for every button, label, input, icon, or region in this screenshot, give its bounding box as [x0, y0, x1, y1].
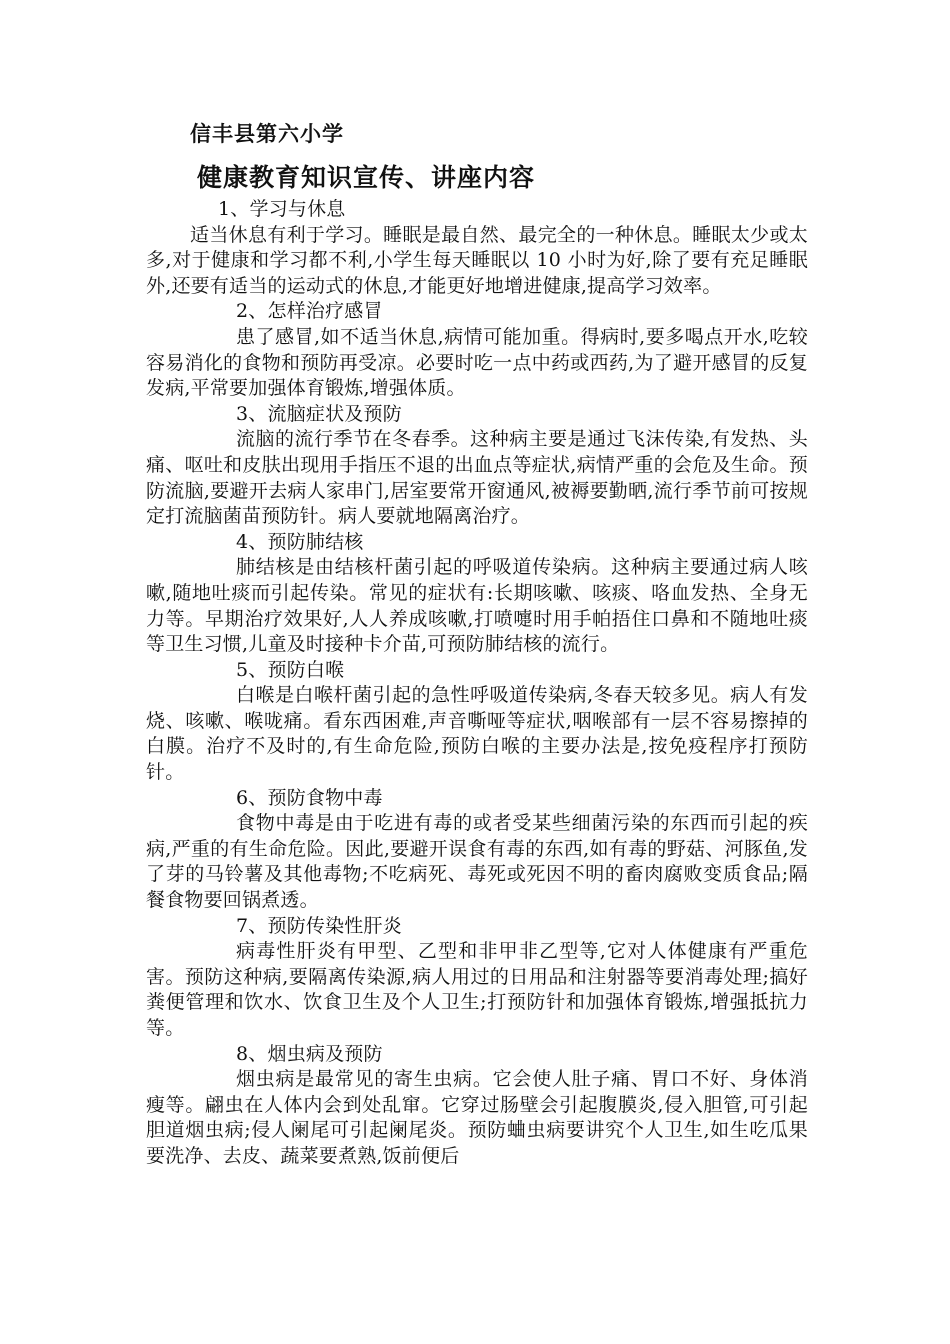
section-paragraph: 食物中毒是由于吃进有毒的或者受某些细菌污染的东西而引起的疾病,严重的有生命危险。因此,要避开误食有毒的东西,如有毒的野菇、河豚鱼,发了芽的马铃薯及其他毒物;不吃病死、毒死或死因不明的畜肉腐败变质食品;隔餐食物要回锅煮透。: [146, 812, 808, 912]
section-paragraph: 适当休息有利于学习。睡眠是最自然、最完全的一种休息。睡眠太少或太多,对于健康和学习都不利,小学生每天睡眠以 10 小时为好,除了要有充足睡眠外,还要有适当的运动式的休息,才能更好地增进健康,提高学习效率。: [146, 223, 808, 297]
section-heading: 8、烟虫病及预防: [236, 1042, 383, 1065]
section-food-poisoning: [146, 786, 808, 914]
section-heading: 5、预防白喉: [236, 658, 345, 681]
section-heading: 1、学习与休息: [218, 198, 346, 220]
section-paragraph: 白喉是白喉杆菌引起的急性呼吸道传染病,冬春天较多见。病人有发烧、咳嗽、喉咙痛。看东西困难,声音嘶哑等症状,咽喉部有一层不容易擦掉的白膜。治疗不及时的,有生命危险,预防白喉的主要办法是,按免疫程序打预防针。: [146, 684, 808, 784]
section-paragraph: 肺结核是由结核杆菌引起的呼吸道传染病。这种病主要通过病人咳嗽,随地吐痰而引起传染。常见的症状有:长期咳嗽、咳痰、咯血发热、全身无力等。早期治疗效果好,人人养成咳嗽,打喷嚏时用手帕捂住口鼻和不随地吐痰等卫生习惯,儿童及时接种卡介苗,可预防肺结核的流行。: [146, 556, 808, 656]
section-cold-treatment: [146, 299, 808, 401]
section-tuberculosis: [146, 530, 808, 658]
section-heading: 7、预防传染性肝炎: [236, 914, 402, 937]
section-meningitis: [146, 402, 808, 530]
section-paragraph: 流脑的流行季节在冬春季。这种病主要是通过飞沫传染,有发热、头痛、呕吐和皮肤出现用手指压不退的出血点等症状,病情严重的会危及生命。预防流脑,要避开去病人家串门,居室要常开窗通风,被褥要勤晒,流行季节前可按规定打流脑菌苗预防针。病人要就地隔离治疗。: [146, 428, 808, 528]
section-diphtheria: [146, 658, 808, 786]
section-paragraph: 病毒性肝炎有甲型、乙型和非甲非乙型等,它对人体健康有严重危害。预防这种病,要隔离传染源,病人用过的日用品和注射器等要消毒处理;搞好粪便管理和饮水、饮食卫生及个人卫生;打预防针和加强体育锻炼,增强抵抗力等。: [146, 940, 808, 1039]
school-name: 信丰县第六小学: [190, 122, 344, 146]
section-heading: 4、预防肺结核: [236, 530, 364, 553]
page-title: 健康教育知识宣传、讲座内容: [197, 163, 536, 192]
section-paragraph: 患了感冒,如不适当休息,病情可能加重。得病时,要多喝点开水,吃较容易消化的食物和预防再受凉。必要时吃一点中药或西药,为了避开感冒的反复发病,平常要加强体育锻炼,增强体质。: [146, 325, 808, 400]
section-parasites: [146, 1042, 808, 1170]
section-study-and-rest: [146, 197, 808, 299]
section-heading: 3、流脑症状及预防: [236, 402, 402, 425]
section-paragraph: 烟虫病是最常见的寄生虫病。它会使人肚子痛、胃口不好、身体消瘦等。翩虫在人体内会到处乱窜。它穿过肠壁会引起腹膜炎,侵入胆管,可引起胆道烟虫病;侵人阑尾可引起阑尾炎。预防蛐虫病要讲究个人卫生,如生吃瓜果要洗净、去皮、蔬菜要煮熟,饭前便后: [146, 1068, 808, 1167]
section-heading: 6、预防食物中毒: [236, 786, 383, 809]
document-body: [146, 197, 808, 1170]
section-hepatitis: [146, 914, 808, 1042]
section-heading: 2、怎样治疗感冒: [236, 300, 383, 323]
